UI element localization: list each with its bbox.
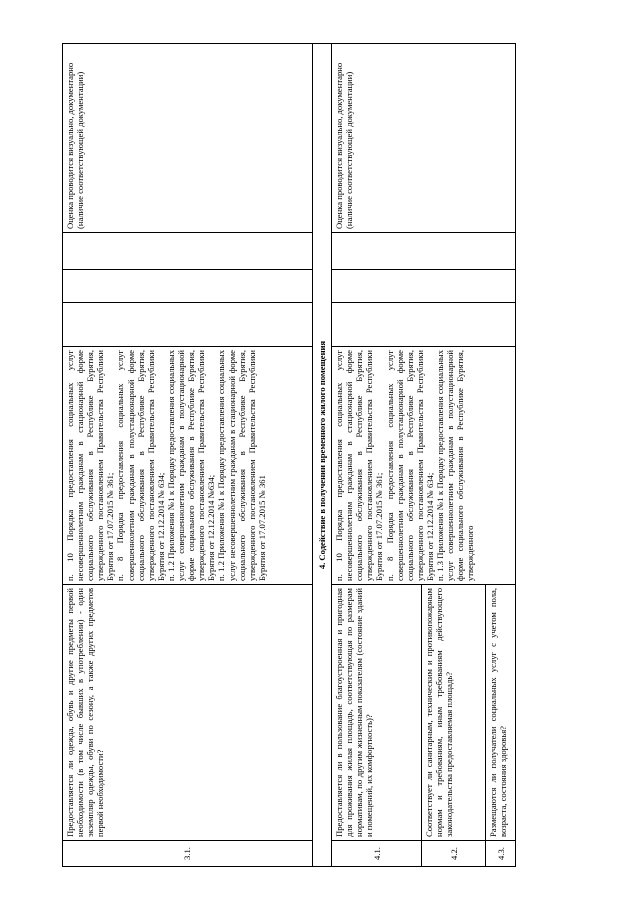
source-item: п. 8 Порядка предоставления социальных услуг совершеннолетним гражданам в полустационарной форме социального обслуживания в Республике Бурятия, утвержденного постановлением Правительства Республики Бурятия от 12.12.2014 № 634; bbox=[115, 350, 166, 581]
source-item: п. 10 Порядка предоставления социальных услуг несовершеннолетним гражданам в стационарной форме социального обслуживания в Республике Бурятия, утвержденного постановлением Правительства Республики Бурятия от 17.07.2015 № 361; bbox=[334, 350, 385, 581]
inspection-table bbox=[62, 43, 516, 867]
yes-cell bbox=[63, 303, 313, 347]
note-cell: Оценка проводится визуально, документарно (наличие соответствующей документации) bbox=[332, 44, 516, 233]
na-cell bbox=[63, 233, 313, 270]
section-header-row bbox=[313, 44, 332, 867]
question-cell: Предоставляется ли одежда, обувь и другие предметы первой необходимости (в том числе бывших в употреблении) - один экземпляр одежды, обуви по сезону, а также других предметов первой необходимости? bbox=[63, 585, 313, 841]
no-cell bbox=[63, 270, 313, 303]
source-item: п. 1.3 Приложения №1 к Порядку предоставления социальных услуг совершеннолетним гражданам в полустационарной форме социального обслуживания в Республике Бурятия, утвержденного bbox=[435, 350, 476, 581]
no-cell bbox=[332, 270, 516, 303]
row-number: 4.1. bbox=[332, 841, 422, 867]
source-item: п. 10 Порядка предоставления социальных услуг несовершеннолетним гражданам в стационарной форме социального обслуживания в Республике Бурятия, утвержденного постановлением Правительства Республики Бурятия от 17.07.2015 № 361; bbox=[65, 350, 116, 581]
row-number: 3.1. bbox=[63, 841, 313, 867]
row-number: 4.2. bbox=[422, 841, 486, 867]
table-row-3-1 bbox=[63, 44, 313, 867]
row-number: 4.3. bbox=[486, 841, 516, 867]
source-item: п. 1.2 Приложения №1 к Порядку предоставления социальных услуг несовершеннолетним гражданам в стационарной форме социального обслуживания в Республике Бурятия, утвержденного постановлением Правительства Республики Бурятия от 17.07.2015 № 361 bbox=[216, 350, 267, 581]
question-cell: Размещаются ли получатели социальных услуг с учетом пола, возраста, состояния здоровья? bbox=[486, 585, 516, 841]
legal-sources-cell bbox=[332, 347, 516, 585]
question-cell: Соответствует ли санитарным, техническим и противопожарным нормам и требованиям, иным требованиям действующего законодательства предоставляемая площадь? bbox=[422, 585, 486, 841]
source-item: п. 1.2 Приложения №1 к Порядку предоставления социальных услуг совершеннолетним гражданам в полустационарной форме социального обслуживания в Республике Бурятия, утвержденного постановлением Правительства Республики Бурятия от 12.12.2014 №634; bbox=[165, 350, 217, 581]
na-cell bbox=[332, 233, 516, 270]
question-cell: Предоставляется ли в пользование благоустроенная и пригодная для проживания жилая площадь, соответствующая по размерам нормативам, по другим жизненным показателям (состояние зданий и помещений, их комфортность)? bbox=[332, 585, 422, 841]
legal-sources-cell bbox=[63, 347, 313, 585]
table-row-4-1 bbox=[332, 44, 422, 867]
yes-cell bbox=[332, 303, 516, 347]
section-title: 4. Содействие в получении временного жилого помещения bbox=[313, 44, 332, 867]
source-item: п. 8 Порядка предоставления социальных услуг совершеннолетним гражданам в полустационарной форме социального обслуживания в Республике Бурятия, утвержденного постановлением Правительства Республики Бурятия от 12.12.2014 № 634; bbox=[384, 350, 435, 581]
note-cell: Оценка проводится визуально, документарно (наличие соответствующей документации) bbox=[63, 44, 313, 233]
